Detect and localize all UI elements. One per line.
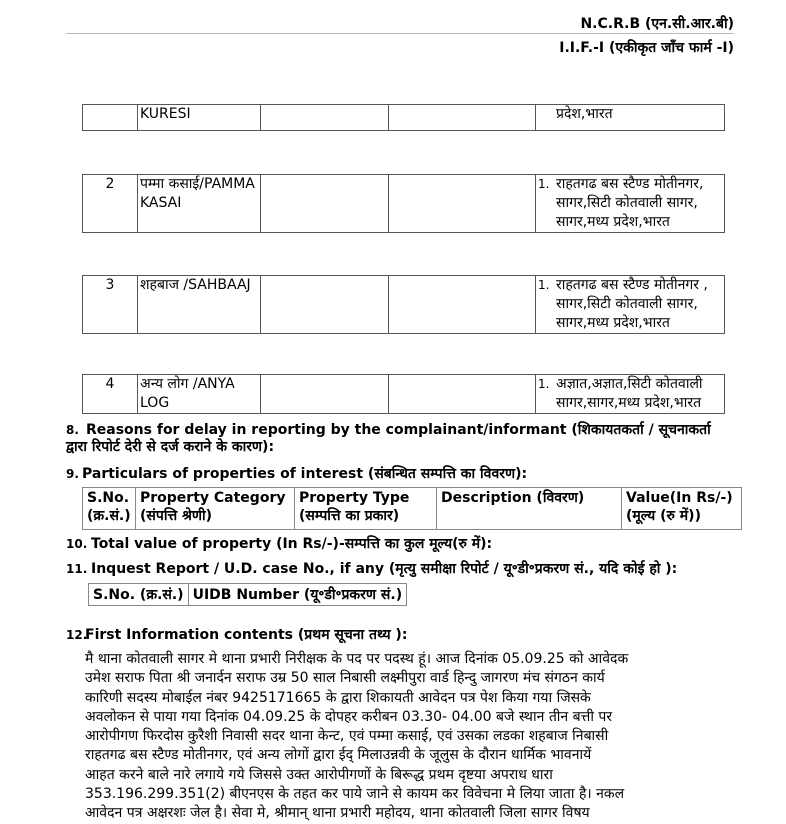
fir-line: आरोपीगण फिरदोस कुरैशी निवासी सदर थाना केन्ट, एवं पम्मा कसाई, एवं उसका लडका शहबाज निबासी [85, 728, 609, 745]
accused-address: राहतगढ बस स्टैण्ड मोतीनगर , सागर,सिटी कोतवाली सागर, सागर,मध्य प्रदेश,भारत [556, 277, 708, 331]
accused-address: प्रदेश,भारत [556, 106, 613, 122]
header-iif: I.I.F.-I (एकीकृत जाँच फार्म -I) [559, 40, 734, 56]
accused-row-2: 2 पम्मा कसाई/PAMMA KASAI 1. राहतगढ बस स्टैण्ड मोतीनगर, सागर,सिटी कोतवाली सागर, सागर,मध्य प्रदेश,भारत [82, 174, 725, 233]
fir-line: आहत करने बाले नारे लगाये गये जिससे उक्त आरोपीगणों के बिरूद्ध प्रथम दृष्टया अपराध धारा [85, 766, 553, 783]
accused-name: KURESI [138, 105, 261, 131]
header-divider [66, 33, 734, 34]
header-ncrb: N.C.R.B (एन.सी.आर.बी) [580, 16, 734, 32]
fir-line: कारिणी सदस्य मोबाईल नंबर 9425171665 के द्वारा शिकायती आवेदन पत्र पेश किया गया जिसके [85, 689, 591, 706]
section-8-heading: 8. Reasons for delay in reporting by the complainant/informant (शिकायतकर्ता / सूचनाकर्ता द्वारा रिपोर्ट देरी से दर्ज कराने के कारण): [66, 422, 711, 455]
accused-sno [83, 105, 138, 131]
accused-address: अज्ञात,अज्ञात,सिटी कोतवाली सागर,सागर,मध्य प्रदेश,भारत [556, 376, 703, 411]
accused-name: शहबाज /SAHBAAJ [138, 276, 261, 334]
inquest-table [88, 583, 407, 606]
section-9-heading: 9. Particulars of properties of interest (संबन्धित सम्पत्ति का विवरण): [66, 466, 528, 482]
accused-address: राहतगढ बस स्टैण्ड मोतीनगर, सागर,सिटी कोतवाली सागर, सागर,मध्य प्रदेश,भारत [556, 176, 704, 230]
section-12-heading: 12.First Information contents (प्रथम सूचना तथ्य ): [66, 627, 408, 643]
fir-line: 353.196.299.351(2) बीएनएस के तहत कर पाये जाने से कायम कर विवेचना मे लिया जाता है। नकल [85, 786, 625, 803]
accused-row-1 [82, 104, 725, 131]
fir-line: उमेश सराफ पिता श्री जनार्दन सराफ उम्र 50 साल निबासी लक्ष्मीपुरा वार्ड हिन्दु जागरण मंच संगठन कार्य [85, 670, 605, 687]
inquest-col-sno: S.No. (क्र.सं.) [89, 584, 189, 606]
section-9-title: Particulars of properties of interest (संबन्धित सम्पत्ति का विवरण): [82, 466, 528, 482]
fir-line: मै थाना कोतवाली सागर मे थाना प्रभारी निरीक्षक के पद पर पदस्थ हूं। आज दिनांक 05.09.25 को आवेदक [85, 651, 629, 667]
fir-line: अवलोकन से पाया गया दिनांक 04.09.25 के दोपहर करीबन 03.30- 04.00 बजे स्थान तीन बत्ती पर [85, 708, 613, 725]
accused-row-4: 4 अन्य लोग /ANYA LOG 1. अज्ञात,अज्ञात,सिटी कोतवाली सागर,सागर,मध्य प्रदेश,भारत [82, 374, 725, 414]
section-12-title: First Information contents (प्रथम सूचना तथ्य ): [85, 627, 408, 643]
property-col-description: Description (विवरण) [437, 488, 622, 530]
fir-line: राहतगढ बस स्टैण्ड मोतीनगर, एवं अन्य लोगों द्वारा ईद् मिलाउन्नवी के जूलुस के दौरान धार्मिक भावनायें [85, 747, 592, 764]
property-col-value: Value(In Rs/-) (मूल्य (रु में)) [622, 488, 742, 530]
fir-line: आवेदन पत्र अक्षरशः जेल है। सेवा मे, श्रीमान् थाना प्रभारी महोदय, थाना कोतवाली जिला सागर विषय [85, 805, 590, 822]
accused-name: पम्मा कसाई/PAMMA KASAI [138, 175, 261, 233]
accused-name: अन्य लोग /ANYA LOG [138, 375, 261, 414]
accused-row-3: 3 शहबाज /SAHBAAJ 1. राहतगढ बस स्टैण्ड मोतीनगर , सागर,सिटी कोतवाली सागर, सागर,मध्य प्रदेश,भारत [82, 275, 725, 334]
accused-sno: 3 [83, 276, 138, 334]
section-10-title: Total value of property (In Rs/-)-सम्पत्ति का कुल मूल्य(रु में): [91, 536, 493, 552]
property-col-type: Property Type (सम्पत्ति का प्रकार) [295, 488, 437, 530]
property-col-category: Property Category (संपत्ति श्रेणी) [136, 488, 295, 530]
section-10-heading: 10. Total value of property (In Rs/-)-सम्पत्ति का कुल मूल्य(रु में): [66, 536, 493, 552]
fir-contents [85, 650, 670, 824]
section-8-title: Reasons for delay in reporting by the complainant/informant (शिकायतकर्ता / सूचनाकर्ता द्वारा रिपोर्ट देरी से दर्ज कराने के कारण): [66, 422, 711, 455]
property-table [82, 487, 742, 530]
accused-sno: 4 [83, 375, 138, 414]
property-col-sno: S.No. (क्र.सं.) [83, 488, 136, 530]
section-11-heading: 11. Inquest Report / U.D. case No., if any (मृत्यु समीक्षा रिपोर्ट / यू॰डी॰प्रकरण सं., यदि कोई हो ): [66, 561, 678, 577]
section-11-title: Inquest Report / U.D. case No., if any (मृत्यु समीक्षा रिपोर्ट / यू॰डी॰प्रकरण सं., यदि कोई हो ): [91, 561, 678, 577]
inquest-col-uidb: UIDB Number (यू॰डी॰प्रकरण सं.) [188, 584, 407, 606]
accused-sno: 2 [83, 175, 138, 233]
